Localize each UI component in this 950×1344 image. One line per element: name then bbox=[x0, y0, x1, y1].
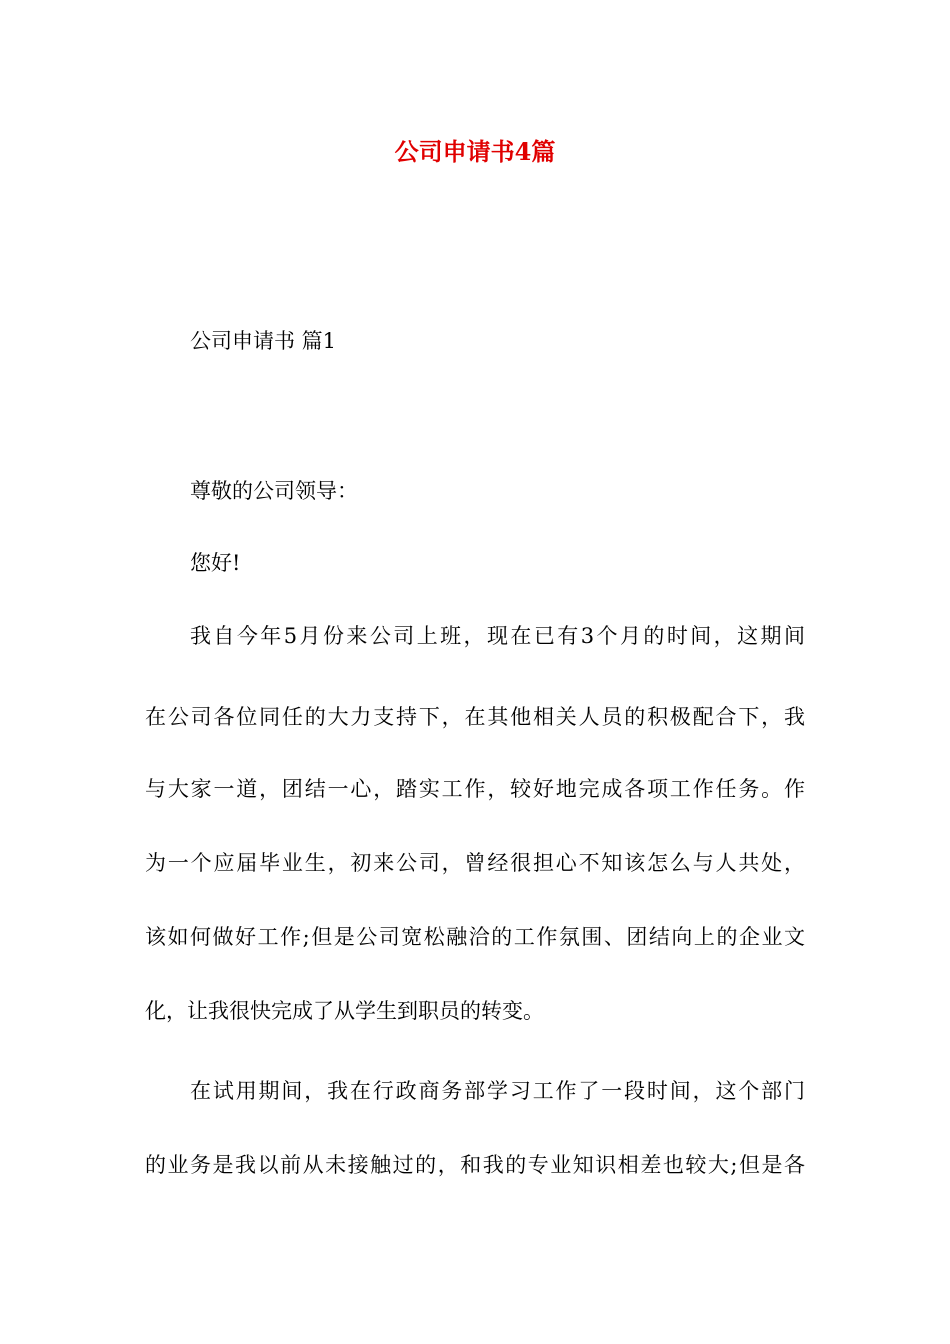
paragraph-1-line-1: 我自今年5月份来公司上班，现在已有3个月的时间，这期间 bbox=[190, 624, 805, 648]
paragraph-1-line-2: 在公司各位同任的大力支持下，在其他相关人员的积极配合下，我 bbox=[145, 705, 805, 729]
paragraph-1-line-5: 该如何做好工作;但是公司宽松融洽的工作氛围、团结向上的企业文 bbox=[145, 925, 805, 949]
section-title: 公司申请书 篇1 bbox=[190, 329, 337, 353]
salutation: 尊敬的公司领导： bbox=[190, 479, 358, 503]
paragraph-1-line-4: 为一个应届毕业生，初来公司，曾经很担心不知该怎么与人共处， bbox=[145, 851, 805, 875]
greeting: 您好! bbox=[190, 551, 241, 575]
paragraph-2-line-1: 在试用期间，我在行政商务部学习工作了一段时间，这个部门 bbox=[190, 1079, 805, 1103]
paragraph-2-line-2: 的业务是我以前从未接触过的，和我的专业知识相差也较大;但是各 bbox=[145, 1153, 805, 1177]
paragraph-1-line-3: 与大家一道，团结一心，踏实工作，较好地完成各项工作任务。作 bbox=[145, 777, 805, 801]
paragraph-1-line-6: 化，让我很快完成了从学生到职员的转变。 bbox=[145, 999, 544, 1023]
document-title: 公司申请书4篇 bbox=[394, 137, 556, 166]
